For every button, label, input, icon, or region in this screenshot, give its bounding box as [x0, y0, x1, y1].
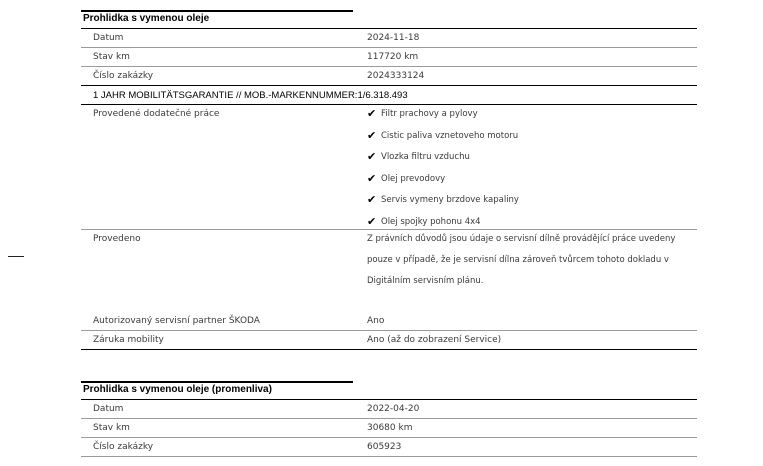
list-item — [367, 108, 519, 130]
mileage-label: Stav km — [93, 423, 130, 433]
additional-work-list — [367, 108, 519, 237]
section-title: Prohlidka s vymenou oleje — [81, 10, 697, 29]
mileage-value: 30680 km — [367, 423, 413, 433]
order-number-value: 605923 — [367, 442, 402, 452]
checkmark-icon: ✔ — [367, 150, 377, 163]
partner-row — [81, 312, 697, 331]
order-number-row — [81, 67, 697, 86]
mobility-value: Ano (až do zobrazení Service) — [367, 335, 502, 345]
work-item-text: Servis vymeny brzdove kapaliny — [381, 195, 519, 205]
date-value: 2024-11-18 — [367, 33, 420, 43]
mobility-guarantee-banner — [81, 86, 697, 105]
list-item — [367, 194, 519, 216]
work-item-text: Vlozka filtru vzduchu — [381, 152, 470, 162]
date-value: 2022-04-20 — [367, 404, 420, 414]
date-label: Datum — [93, 404, 124, 414]
mileage-row — [81, 48, 697, 67]
partner-label: Autorizovaný servisní partner ŠKODA — [93, 316, 260, 326]
date-row — [81, 29, 697, 48]
date-label: Datum — [93, 33, 124, 43]
order-number-label: Číslo zakázky — [93, 442, 154, 452]
order-number-label: Číslo zakázky — [93, 71, 154, 81]
mileage-label: Stav km — [93, 52, 130, 62]
banner-text: 1 JAHR MOBILITÄTSGARANTIE // MOB.-MARKENNUMMER:1/6.318.493 — [93, 90, 408, 101]
mobility-label: Záruka mobility — [93, 335, 164, 345]
performed-label: Provedeno — [93, 234, 141, 244]
work-item-text: Olej spojky pohonu 4x4 — [381, 216, 481, 227]
service-record-2024 — [81, 10, 697, 350]
list-item — [367, 151, 519, 173]
margin-mark — [8, 256, 24, 257]
checkmark-icon: ✔ — [367, 171, 377, 185]
order-number-row — [81, 438, 697, 457]
checkmark-icon: ✔ — [367, 128, 377, 142]
performed-row — [81, 230, 697, 312]
additional-work-label: Provedené dodatečné práce — [93, 109, 220, 119]
date-row — [81, 400, 697, 419]
work-item-text: Olej prevodovy — [381, 173, 446, 184]
list-item — [367, 130, 519, 152]
partner-value: Ano — [367, 316, 385, 326]
order-number-value: 2024333124 — [367, 71, 425, 81]
mileage-row — [81, 419, 697, 438]
checkmark-icon: ✔ — [367, 214, 377, 228]
checkmark-icon: ✔ — [367, 107, 377, 120]
service-record-2022 — [81, 381, 697, 457]
performed-text: Z právních důvodů jsou údaje o servisní dílně provádějící práce uvedeny pouze v případě, že je servisní dílna zároveň tvůrcem tohoto dokladu v Digitálním servisním plánu. — [367, 234, 676, 286]
mileage-value: 117720 km — [367, 52, 419, 62]
list-item — [367, 173, 519, 195]
checkmark-icon: ✔ — [367, 193, 377, 206]
section-title: Prohlidka s vymenou oleje (promenliva) — [81, 381, 697, 400]
work-item-text: Filtr prachovy a pylovy — [381, 109, 478, 119]
additional-work-row — [81, 105, 697, 230]
mobility-row — [81, 331, 697, 350]
work-item-text: Cistic paliva vznetoveho motoru — [381, 130, 519, 141]
